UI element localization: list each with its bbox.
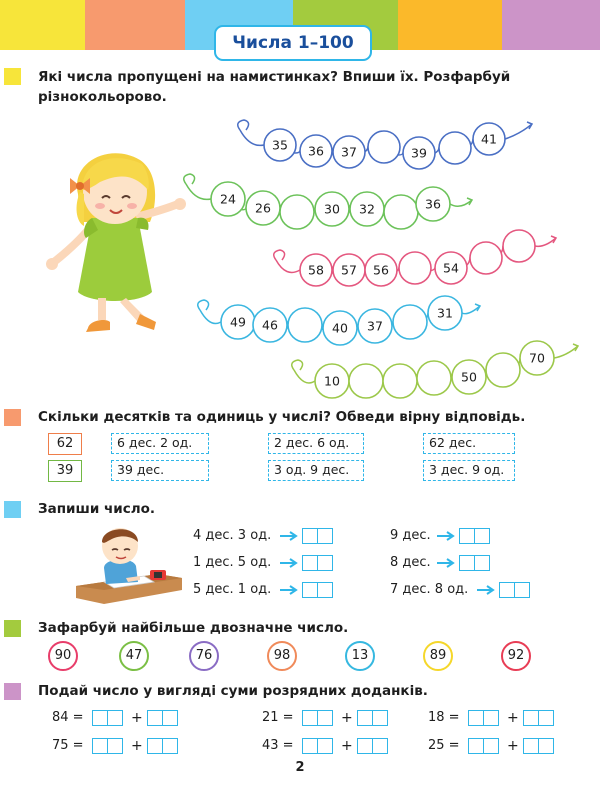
bead-label: 36 xyxy=(308,143,324,159)
bead-thread-loop xyxy=(184,174,195,184)
bead-label: 26 xyxy=(255,200,271,216)
bead-blank[interactable] xyxy=(383,364,417,398)
task2-marker xyxy=(4,409,21,426)
task2-option-6-dec-2-od[interactable]: 6 дес. 2 од. xyxy=(111,433,209,454)
task2-option-3-dec-9-od[interactable]: 3 дес. 9 од. xyxy=(423,460,515,481)
bead-blank[interactable] xyxy=(399,252,431,284)
write-item-right-2-answer[interactable] xyxy=(459,555,490,571)
bead-label: 35 xyxy=(272,137,288,153)
task5-marker xyxy=(4,683,21,700)
write-item-right-3-label: 7 дес. 8 од. xyxy=(390,582,469,597)
number-circle-90[interactable]: 90 xyxy=(48,641,78,671)
bead-label: 39 xyxy=(411,145,427,161)
task3-marker xyxy=(4,501,21,518)
task2-option-39-dec[interactable]: 39 дес. xyxy=(111,460,209,481)
bead-blank[interactable] xyxy=(393,305,427,339)
task4-prompt: Зафарбуй найбільше двозначне число. xyxy=(38,620,349,636)
bead-thread-loop xyxy=(198,300,209,310)
bead-thread-loop xyxy=(238,120,249,130)
task4-marker xyxy=(4,620,21,637)
sum-number-label: 21 = xyxy=(262,710,294,725)
bead-label: 46 xyxy=(262,317,278,333)
number-circle-98[interactable]: 98 xyxy=(267,641,297,671)
task1-prompt-line1: Які числа пропущені на намистинках? Впиши їх. Розфарбуй xyxy=(38,69,511,85)
sum-units-answer[interactable] xyxy=(147,710,178,726)
bead-label: 37 xyxy=(367,318,383,334)
bead-label: 40 xyxy=(332,320,348,336)
number-circle-47[interactable]: 47 xyxy=(119,641,149,671)
plus-sign: + xyxy=(507,710,519,726)
write-item-right-1-label: 9 дес. xyxy=(390,528,431,543)
write-item-left-3-label: 5 дес. 1 од. xyxy=(193,582,272,597)
bead-label: 54 xyxy=(443,260,459,276)
bead-blank[interactable] xyxy=(280,195,314,229)
write-item-right-3-answer[interactable] xyxy=(499,582,530,598)
arrow-right-icon xyxy=(475,583,497,597)
sum-tens-answer[interactable] xyxy=(468,710,499,726)
bead-string-4 xyxy=(198,296,480,345)
bead-thread-loop xyxy=(292,360,303,370)
page-title: Числа 1–100 xyxy=(214,25,372,61)
bead-label: 70 xyxy=(529,350,545,366)
bead-label: 50 xyxy=(461,369,477,385)
bead-string-1 xyxy=(238,120,532,169)
bead-string-5 xyxy=(292,341,578,398)
bead-blank[interactable] xyxy=(470,242,502,274)
bead-label: 57 xyxy=(341,262,357,278)
sum-tens-answer[interactable] xyxy=(92,710,123,726)
sum-number-label: 75 = xyxy=(52,738,84,753)
sum-number-label: 18 = xyxy=(428,710,460,725)
number-circle-13[interactable]: 13 xyxy=(345,641,375,671)
plus-sign: + xyxy=(507,738,519,754)
task2-option-62-dec[interactable]: 62 дес. xyxy=(423,433,515,454)
bead-blank[interactable] xyxy=(288,308,322,342)
arrow-right-icon xyxy=(278,583,300,597)
bead-label: 24 xyxy=(220,191,236,207)
bead-label: 37 xyxy=(341,144,357,160)
sum-units-answer[interactable] xyxy=(147,738,178,754)
bead-label: 41 xyxy=(481,131,497,147)
bead-blank[interactable] xyxy=(486,353,520,387)
bead-label: 56 xyxy=(373,262,389,278)
bead-thread-loop xyxy=(274,250,285,260)
plus-sign: + xyxy=(131,738,143,754)
sum-units-answer[interactable] xyxy=(523,710,554,726)
write-item-left-1-answer[interactable] xyxy=(302,528,333,544)
sum-number-label: 84 = xyxy=(52,710,84,725)
task5-prompt: Подай число у вигляді суми розрядних доданків. xyxy=(38,683,428,699)
bead-label: 58 xyxy=(308,262,324,278)
write-item-right-2-label: 8 дес. xyxy=(390,555,431,570)
bead-label: 36 xyxy=(425,196,441,212)
sum-units-answer[interactable] xyxy=(357,738,388,754)
task2-number-62: 62 xyxy=(48,433,82,455)
bead-label: 32 xyxy=(359,201,375,217)
write-item-left-2-answer[interactable] xyxy=(302,555,333,571)
bead-blank[interactable] xyxy=(439,132,471,164)
sum-number-label: 43 = xyxy=(262,738,294,753)
write-item-left-3-answer[interactable] xyxy=(302,582,333,598)
number-circle-89[interactable]: 89 xyxy=(423,641,453,671)
bead-label: 31 xyxy=(437,305,453,321)
sum-number-label: 25 = xyxy=(428,738,460,753)
bead-string-2 xyxy=(184,174,472,229)
task2-option-2-dec-6-od[interactable]: 2 дес. 6 од. xyxy=(268,433,364,454)
task1-prompt-line2: різнокольорово. xyxy=(38,89,167,105)
task2-number-39: 39 xyxy=(48,460,82,482)
bead-blank[interactable] xyxy=(349,364,383,398)
plus-sign: + xyxy=(341,710,353,726)
sum-tens-answer[interactable] xyxy=(302,738,333,754)
plus-sign: + xyxy=(341,738,353,754)
task2-option-3-od-9-dec[interactable]: 3 од. 9 дес. xyxy=(268,460,364,481)
boy-illustration xyxy=(74,520,184,606)
bead-label: 10 xyxy=(324,373,340,389)
arrow-right-icon xyxy=(278,556,300,570)
bead-label: 30 xyxy=(324,201,340,217)
sum-tens-answer[interactable] xyxy=(468,738,499,754)
write-item-right-1-answer[interactable] xyxy=(459,528,490,544)
write-item-left-2-label: 1 дес. 5 од. xyxy=(193,555,272,570)
arrow-right-icon xyxy=(435,529,457,543)
arrow-right-icon xyxy=(278,529,300,543)
sum-tens-answer[interactable] xyxy=(302,710,333,726)
bead-blank[interactable] xyxy=(417,361,451,395)
bead-string-3 xyxy=(274,230,556,286)
write-item-left-1-label: 4 дес. 3 од. xyxy=(193,528,272,543)
sum-units-answer[interactable] xyxy=(357,710,388,726)
page-number: 2 xyxy=(295,760,305,775)
bead-blank[interactable] xyxy=(368,131,400,163)
bead-blank[interactable] xyxy=(503,230,535,262)
bead-label: 49 xyxy=(230,314,246,330)
sum-tens-answer[interactable] xyxy=(92,738,123,754)
bead-blank[interactable] xyxy=(384,195,418,229)
sum-units-answer[interactable] xyxy=(523,738,554,754)
plus-sign: + xyxy=(131,710,143,726)
arrow-right-icon xyxy=(435,556,457,570)
task3-prompt: Запиши число. xyxy=(38,501,156,517)
number-circle-92[interactable]: 92 xyxy=(501,641,531,671)
task2-prompt: Скільки десятків та одиниць у числі? Обведи вірну відповідь. xyxy=(38,409,526,425)
number-circle-76[interactable]: 76 xyxy=(189,641,219,671)
